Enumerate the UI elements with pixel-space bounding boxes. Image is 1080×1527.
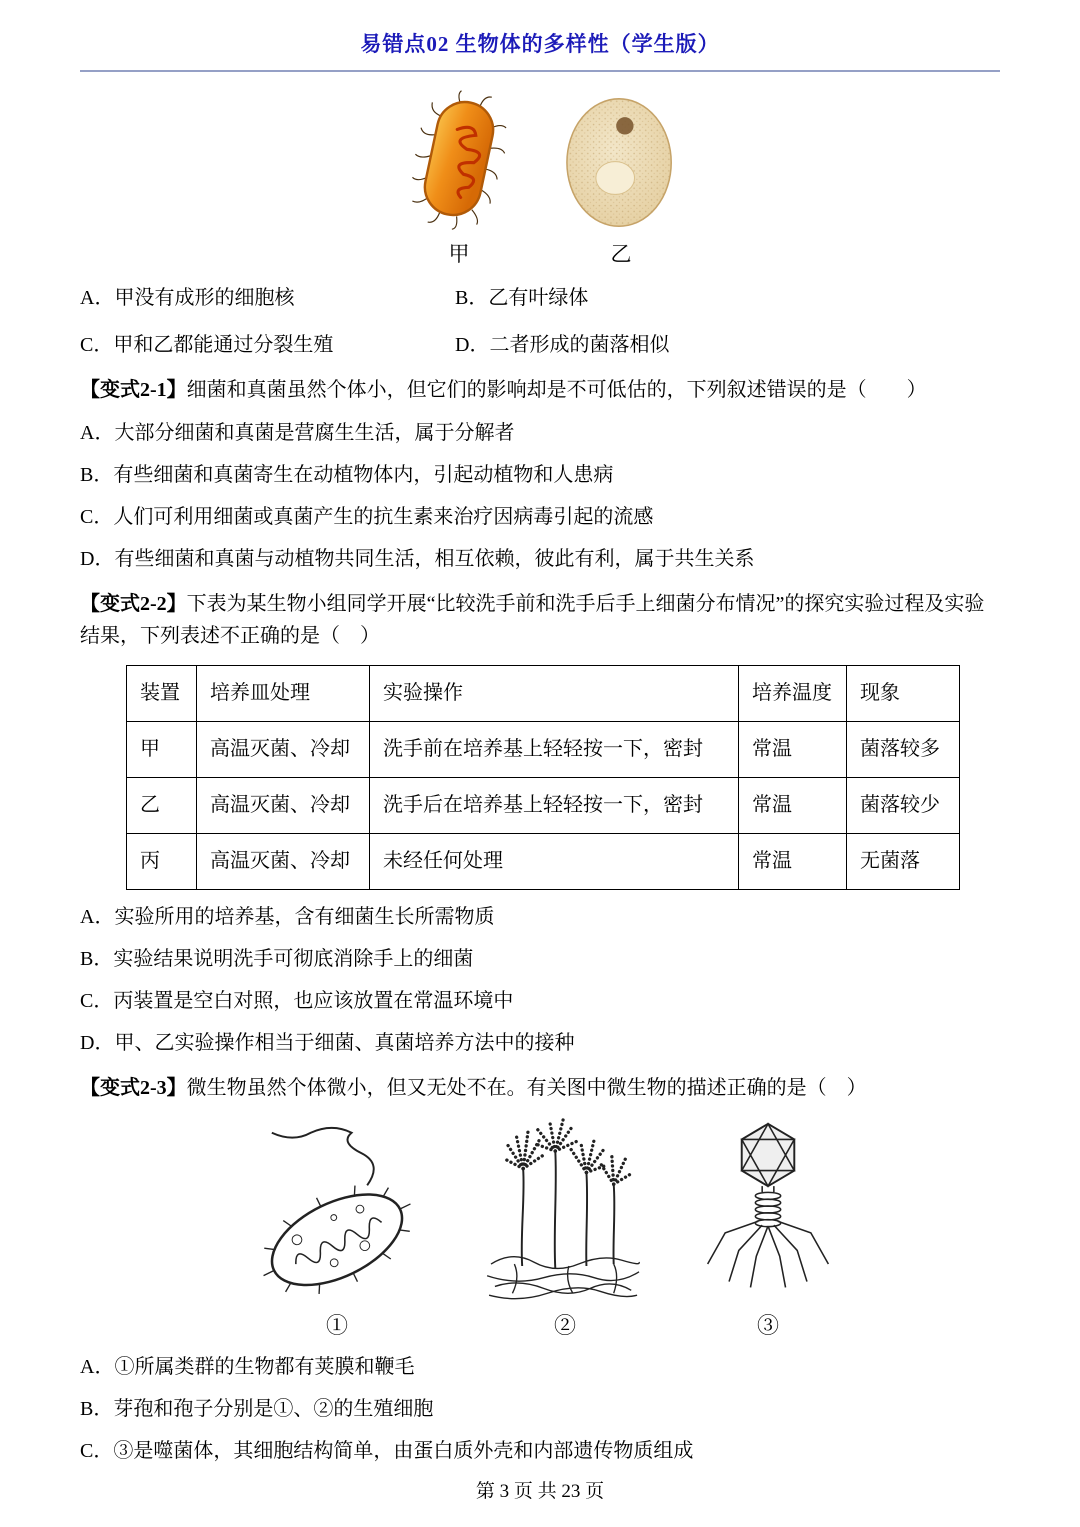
cell-temperature: 常温 xyxy=(739,834,847,890)
q2-option-b: B．有些细菌和真菌寄生在动植物体内，引起动植物和人患病 xyxy=(80,464,614,486)
table-row-bing xyxy=(127,834,960,890)
mold-illustration xyxy=(483,1118,648,1303)
q4-option-b: B．芽孢和孢子分别是①、②的生殖细胞 xyxy=(80,1398,434,1420)
header-divider xyxy=(80,70,1000,72)
question3-stem xyxy=(80,588,1000,652)
q1-option-d: D．二者形成的菌落相似 xyxy=(455,334,670,356)
experiment-table xyxy=(126,665,960,890)
cell-yi-figure xyxy=(561,94,681,268)
cell-temperature: 常温 xyxy=(739,722,847,778)
figure-label-2: ② xyxy=(553,1313,576,1338)
q4-option-a: A．①所属类群的生物都有荚膜和鞭毛 xyxy=(80,1356,415,1378)
cell-operation: 洗手前在培养基上轻轻按一下，密封 xyxy=(370,722,739,778)
figure-label-1: ① xyxy=(325,1313,348,1338)
question2-tag: 【变式2-1】 xyxy=(80,379,187,401)
figure-label-yi: 乙 xyxy=(610,242,632,266)
q2-option-a: A．大部分细菌和真菌是营腐生生活，属于分解者 xyxy=(80,422,515,444)
question2-text: 细菌和真菌虽然个体小，但它们的影响却是不可低估的，下列叙述错误的是（ ） xyxy=(186,379,927,401)
cell-device: 乙 xyxy=(127,778,197,834)
q3-option-d: D．甲、乙实验操作相当于细菌、真菌培养方法中的接种 xyxy=(80,1032,575,1054)
question2-stem xyxy=(80,374,1000,406)
mold-figure xyxy=(483,1118,648,1340)
figure-three-microorganisms xyxy=(80,1118,1000,1340)
cell-dish: 高温灭菌、冷却 xyxy=(197,722,370,778)
q3-option-c: C．丙装置是空白对照，也应该放置在常温环境中 xyxy=(80,990,514,1012)
cell-device: 丙 xyxy=(127,834,197,890)
question4-tag: 【变式2-3】 xyxy=(80,1077,187,1099)
figure-label-3: ③ xyxy=(756,1313,779,1338)
q1-option-a: A．甲没有成形的细胞核 xyxy=(80,287,295,309)
bacterium-line-figure xyxy=(240,1123,435,1340)
cell-dish: 高温灭菌、冷却 xyxy=(197,778,370,834)
orange-bacterium-illustration xyxy=(399,84,519,234)
table-row-yi xyxy=(127,778,960,834)
bacterium-line-illustration xyxy=(240,1123,435,1303)
table-header-row xyxy=(127,666,960,722)
header-operation: 实验操作 xyxy=(370,666,739,722)
q2-option-d: D．有些细菌和真菌与动植物共同生活，相互依赖，彼此有利，属于共生关系 xyxy=(80,548,755,570)
q3-option-b: B．实验结果说明洗手可彻底消除手上的细菌 xyxy=(80,948,474,970)
q2-option-c: C．人们可利用细菌或真菌产生的抗生素来治疗因病毒引起的流感 xyxy=(80,506,654,528)
page-header xyxy=(80,28,1000,72)
question3-options xyxy=(80,903,1000,1058)
cell-device: 甲 xyxy=(127,722,197,778)
question3-tag: 【变式2-2】 xyxy=(80,593,187,615)
yeast-cell-illustration xyxy=(561,94,681,234)
cell-operation: 洗手后在培养基上轻轻按一下，密封 xyxy=(370,778,739,834)
bacterium-jia-figure xyxy=(399,84,519,268)
q1-option-c: C．甲和乙都能通过分裂生殖 xyxy=(80,334,334,356)
table-row-jia xyxy=(127,722,960,778)
figure-microbe-pair xyxy=(80,84,1000,268)
cell-operation: 未经任何处理 xyxy=(370,834,739,890)
question4-stem xyxy=(80,1072,1000,1104)
q1-option-b: B．乙有叶绿体 xyxy=(455,287,589,309)
header-dish: 培养皿处理 xyxy=(197,666,370,722)
question4-options xyxy=(80,1353,1000,1466)
header-device: 装置 xyxy=(127,666,197,722)
q4-option-c: C．③是噬菌体，其细胞结构简单，由蛋白质外壳和内部遗传物质组成 xyxy=(80,1440,694,1462)
question2-options xyxy=(80,419,1000,574)
cell-result: 菌落较多 xyxy=(847,722,960,778)
figure-label-jia: 甲 xyxy=(448,242,470,266)
cell-dish: 高温灭菌、冷却 xyxy=(197,834,370,890)
bacteriophage-illustration xyxy=(696,1118,841,1303)
header-result: 现象 xyxy=(847,666,960,722)
question3-text: 下表为某生物小组同学开展“比较洗手前和洗手后手上细菌分布情况”的探究实验过程及实验结果，下列表述不正确的是（ ） xyxy=(80,593,985,647)
header-temperature: 培养温度 xyxy=(739,666,847,722)
bacteriophage-figure xyxy=(696,1118,841,1340)
page-footer: 第 3 页 共 23 页 xyxy=(475,1481,605,1502)
question1-options xyxy=(80,284,1000,360)
question4-text: 微生物虽然个体微小，但又无处不在。有关图中微生物的描述正确的是（ ） xyxy=(186,1077,867,1099)
page-title: 易错点02 生物体的多样性（学生版） xyxy=(360,32,720,56)
cell-result: 菌落较少 xyxy=(847,778,960,834)
cell-temperature: 常温 xyxy=(739,778,847,834)
q3-option-a: A．实验所用的培养基，含有细菌生长所需物质 xyxy=(80,906,495,928)
cell-result: 无菌落 xyxy=(847,834,960,890)
